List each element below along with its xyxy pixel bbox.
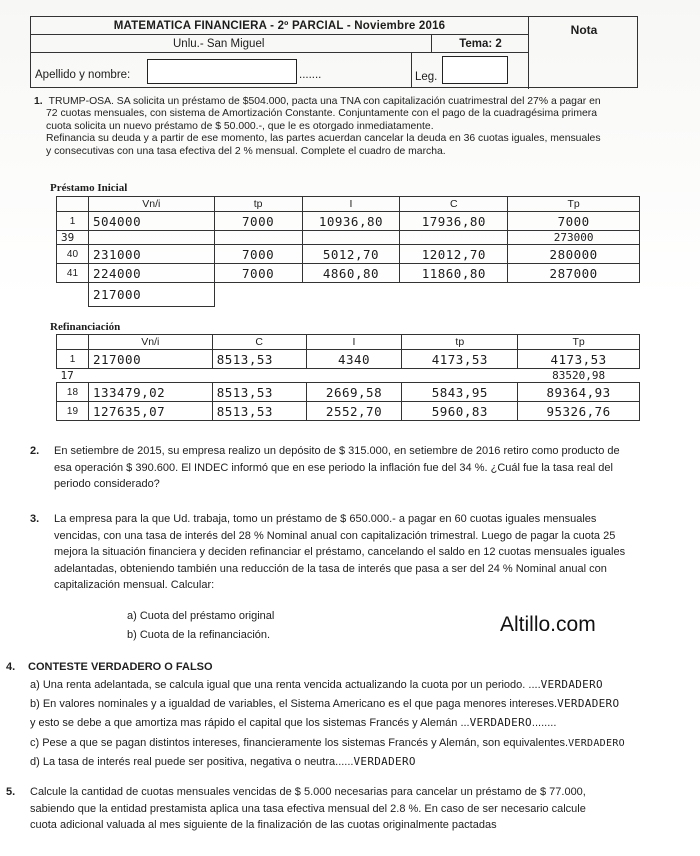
question-4-number: 4. bbox=[6, 661, 16, 673]
table-cell: 12012,70 bbox=[400, 245, 508, 264]
table-cell: 95326,76 bbox=[518, 402, 640, 421]
table-cell: 17936,80 bbox=[400, 212, 508, 231]
tf-answer: VERDADERO bbox=[353, 755, 416, 768]
table-cell: 19 bbox=[57, 402, 89, 421]
table-cell: 4173,53 bbox=[402, 350, 518, 369]
school-row bbox=[31, 35, 528, 53]
table-cell: 133479,02 bbox=[88, 383, 212, 402]
tf-item-tail: ........ bbox=[531, 717, 557, 729]
tf-item-text: y esto se debe a que amortiza mas rápido el capital que los sistemas Francés y Alemán ... bbox=[30, 717, 470, 729]
table-cell bbox=[402, 369, 518, 383]
table-cell: 11860,80 bbox=[400, 264, 508, 283]
col-header: Vn/i bbox=[88, 335, 212, 350]
table-cell bbox=[302, 283, 400, 307]
table-cell: 8513,53 bbox=[212, 383, 306, 402]
tf-item-a bbox=[30, 677, 603, 693]
question-2 bbox=[30, 443, 670, 491]
question-3 bbox=[30, 511, 670, 592]
table-cell: 17 bbox=[60, 369, 74, 382]
problem-1 bbox=[34, 96, 660, 158]
question-2-number: 2. bbox=[30, 445, 40, 457]
table-cell: 287000 bbox=[508, 264, 640, 283]
grade-label: Nota bbox=[570, 23, 598, 37]
table-cell: 224000 bbox=[88, 264, 214, 283]
table-row bbox=[57, 264, 640, 283]
table-cell: 4173,53 bbox=[518, 350, 640, 369]
table-cell: 2552,70 bbox=[306, 402, 402, 421]
table-row bbox=[57, 350, 640, 369]
tf-item-b bbox=[30, 696, 619, 712]
table-row bbox=[57, 402, 640, 421]
table-row bbox=[57, 383, 640, 402]
question-5-line: cuota adicional valuada al mes siguiente de la finalización de las cuotas originalmente pactadas bbox=[30, 819, 497, 832]
question-5 bbox=[6, 784, 696, 832]
col-header: tp bbox=[402, 335, 518, 350]
tf-item-b-cont bbox=[30, 715, 556, 731]
question-2-line: periodo considerado? bbox=[54, 478, 160, 491]
table-cell: 8513,53 bbox=[212, 350, 306, 369]
table-row bbox=[57, 369, 640, 383]
problem-1-number: 1. bbox=[34, 96, 43, 107]
tf-answer: VERDADERO bbox=[557, 697, 620, 710]
tf-item-c bbox=[30, 735, 625, 752]
problem-1-line: cuota solicita un nuevo préstamo de $ 50.000.-, que le es otorgado inmediatamente. bbox=[46, 120, 434, 132]
question-2-line: esa operación $ 390.600. El INDEC informó que en ese periodo la inflación fue del 34 %. ¿Cuál fue la tasa real del bbox=[54, 461, 613, 474]
col-header bbox=[57, 335, 89, 350]
tf-answer: VERDADERO bbox=[469, 716, 532, 729]
col-header: C bbox=[212, 335, 306, 350]
grade-box bbox=[529, 17, 639, 89]
tf-answer: VERDADERO bbox=[540, 678, 603, 691]
table-cell: 5012,70 bbox=[302, 245, 400, 264]
table-cell: 8513,53 bbox=[212, 402, 306, 421]
tf-item-text: b) En valores nominales y a igualdad de variables, el Sistema Americano es el que paga menores intereses. bbox=[30, 698, 558, 710]
table-cell: 89364,93 bbox=[518, 383, 640, 402]
table-1-caption: Préstamo Inicial bbox=[50, 182, 128, 194]
table-cell: 39 bbox=[57, 231, 89, 245]
table-cell bbox=[302, 231, 400, 245]
leg-label: Leg. bbox=[415, 71, 438, 83]
question-4 bbox=[6, 659, 696, 676]
col-header: Tp bbox=[508, 197, 640, 212]
question-5-line: Calcule la cantidad de cuotas mensuales vencidas de $ 5.000 necesarias para cancelar un préstamo de $ 77.000, bbox=[30, 786, 586, 798]
col-header: tp bbox=[214, 197, 302, 212]
question-3-line: capitalización mensual. Calcular: bbox=[54, 579, 215, 592]
table-cell bbox=[400, 283, 508, 307]
table-row bbox=[57, 231, 640, 245]
question-3-line: La empresa para la que Ud. trabaja, tomo un préstamo de $ 650.000.- a pagar en 60 cuotas iguales mensuales bbox=[54, 513, 597, 525]
table-cell: 40 bbox=[57, 245, 89, 264]
col-header: C bbox=[400, 197, 508, 212]
table-2-caption: Refinanciación bbox=[50, 321, 121, 333]
table-row bbox=[57, 245, 640, 264]
table-cell bbox=[214, 231, 302, 245]
question-5-number: 5. bbox=[6, 786, 16, 798]
name-dots: ....... bbox=[299, 69, 322, 81]
table-cell bbox=[306, 369, 402, 383]
table-cell: 5843,95 bbox=[402, 383, 518, 402]
table-cell bbox=[88, 369, 212, 383]
question-3-line: mejora la situación financiera y deciden refinanciar el préstamo, cancelando el saldo en 12 cuotas mensuales iguales bbox=[54, 546, 626, 559]
col-header: Tp bbox=[518, 335, 640, 350]
leg-cell bbox=[411, 53, 529, 87]
question-5-line: sabiendo que la entidad prestamista aplica una tasa efectiva mensual del 2.8 %. En caso de ser necesario calcule bbox=[30, 802, 586, 815]
question-3-a: a) Cuota del préstamo original bbox=[127, 610, 275, 622]
table-cell bbox=[57, 283, 89, 307]
table-cell: 231000 bbox=[88, 245, 214, 264]
question-4-title: CONTESTE VERDADERO O FALSO bbox=[28, 661, 213, 673]
tf-answer: VERDADERO bbox=[568, 738, 625, 749]
table-cell bbox=[214, 283, 302, 307]
table-cell: 217000 bbox=[88, 350, 212, 369]
col-header: I bbox=[306, 335, 402, 350]
refinancing-table bbox=[56, 334, 640, 421]
table-header-row bbox=[57, 335, 640, 350]
question-3-b: b) Cuota de la refinanciación. bbox=[127, 629, 271, 641]
tf-item-text: c) Pese a que se pagan distintos intereses, financieramente los sistemas Francés y Alemán, son equivalentes. bbox=[30, 737, 569, 749]
school-name: Unlu.- San Miguel bbox=[173, 38, 265, 50]
question-3-line: vencidas, con una tasa de interés del 28 % Nominal anual con capitalización trimestral. Luego de pagar la cuota 25 bbox=[54, 529, 616, 542]
table-cell: 273000 bbox=[508, 231, 640, 245]
table-cell: 7000 bbox=[214, 264, 302, 283]
table-cell bbox=[88, 231, 214, 245]
table-cell: 2669,58 bbox=[306, 383, 402, 402]
table-cell bbox=[508, 283, 640, 307]
col-header: I bbox=[302, 197, 400, 212]
table-cell: 7000 bbox=[214, 212, 302, 231]
problem-1-line: y consecutivas con una tasa efectiva del 2 % mensual. Complete el cuadro de marcha. bbox=[46, 145, 446, 157]
student-row bbox=[31, 53, 528, 87]
altillo-logo: Altillo.com bbox=[500, 613, 596, 636]
problem-1-line: 72 cuotas mensuales, con sistema de Amortización Constante. Conjuntamente con el pago de la cuadragésima primera bbox=[46, 108, 598, 120]
table-cell: 7000 bbox=[214, 245, 302, 264]
table-cell: 18 bbox=[57, 383, 89, 402]
table-header-row bbox=[57, 197, 640, 212]
problem-1-line: TRUMP-OSA. SA solicita un préstamo de $504.000, pacta una TNA con capitalización cuatrimestral del 27% a pagar en bbox=[48, 96, 601, 107]
table-cell: 4340 bbox=[306, 350, 402, 369]
header-info bbox=[31, 17, 529, 89]
table-cell: 1 bbox=[57, 350, 89, 369]
leg-field[interactable] bbox=[442, 56, 508, 84]
table-cell: 83520,98 bbox=[552, 369, 606, 382]
table-cell: 4860,80 bbox=[302, 264, 400, 283]
table-cell: 280000 bbox=[508, 245, 640, 264]
table-cell: 41 bbox=[57, 264, 89, 283]
question-3-number: 3. bbox=[30, 513, 40, 525]
table-row bbox=[57, 283, 640, 307]
tf-item-d bbox=[30, 754, 416, 770]
exam-header bbox=[30, 16, 638, 88]
name-field[interactable] bbox=[147, 59, 297, 84]
problem-1-line: Refinancia su deuda y a partir de ese momento, las partes acuerdan cancelar la deuda en 36 cuotas iguales, mensuales bbox=[46, 133, 601, 145]
col-header: Vn/i bbox=[88, 197, 214, 212]
tf-item-text: a) Una renta adelantada, se calcula igual que una renta vencida actualizando la cuota por un periodo. .... bbox=[30, 679, 541, 691]
table-cell: 1 bbox=[57, 212, 89, 231]
tema-label: Tema: 2 bbox=[431, 35, 529, 53]
table-row bbox=[57, 212, 640, 231]
table-cell: 217000 bbox=[88, 283, 214, 307]
col-header bbox=[57, 197, 89, 212]
table-cell: 5960,83 bbox=[402, 402, 518, 421]
initial-loan-table bbox=[56, 196, 640, 307]
table-cell: 7000 bbox=[508, 212, 640, 231]
question-3-line: adelantadas, obteniendo también una reducción de la tasa de interés que pasa a ser del 24 % Nominal anual con bbox=[54, 562, 607, 575]
table-cell bbox=[400, 231, 508, 245]
table-cell: 127635,07 bbox=[88, 402, 212, 421]
table-cell: 504000 bbox=[88, 212, 214, 231]
name-label: Apellido y nombre: bbox=[35, 69, 131, 81]
tf-item-text: d) La tasa de interés real puede ser positiva, negativa o neutra...... bbox=[30, 756, 354, 768]
table-cell bbox=[212, 369, 306, 383]
table-cell: 10936,80 bbox=[302, 212, 400, 231]
exam-title: MATEMATICA FINANCIERA - 2º PARCIAL - Noviembre 2016 bbox=[31, 17, 528, 35]
question-2-line: En setiembre de 2015, su empresa realizo un depósito de $ 315.000, en setiembre de 2016 retiro como producto de bbox=[54, 445, 620, 457]
